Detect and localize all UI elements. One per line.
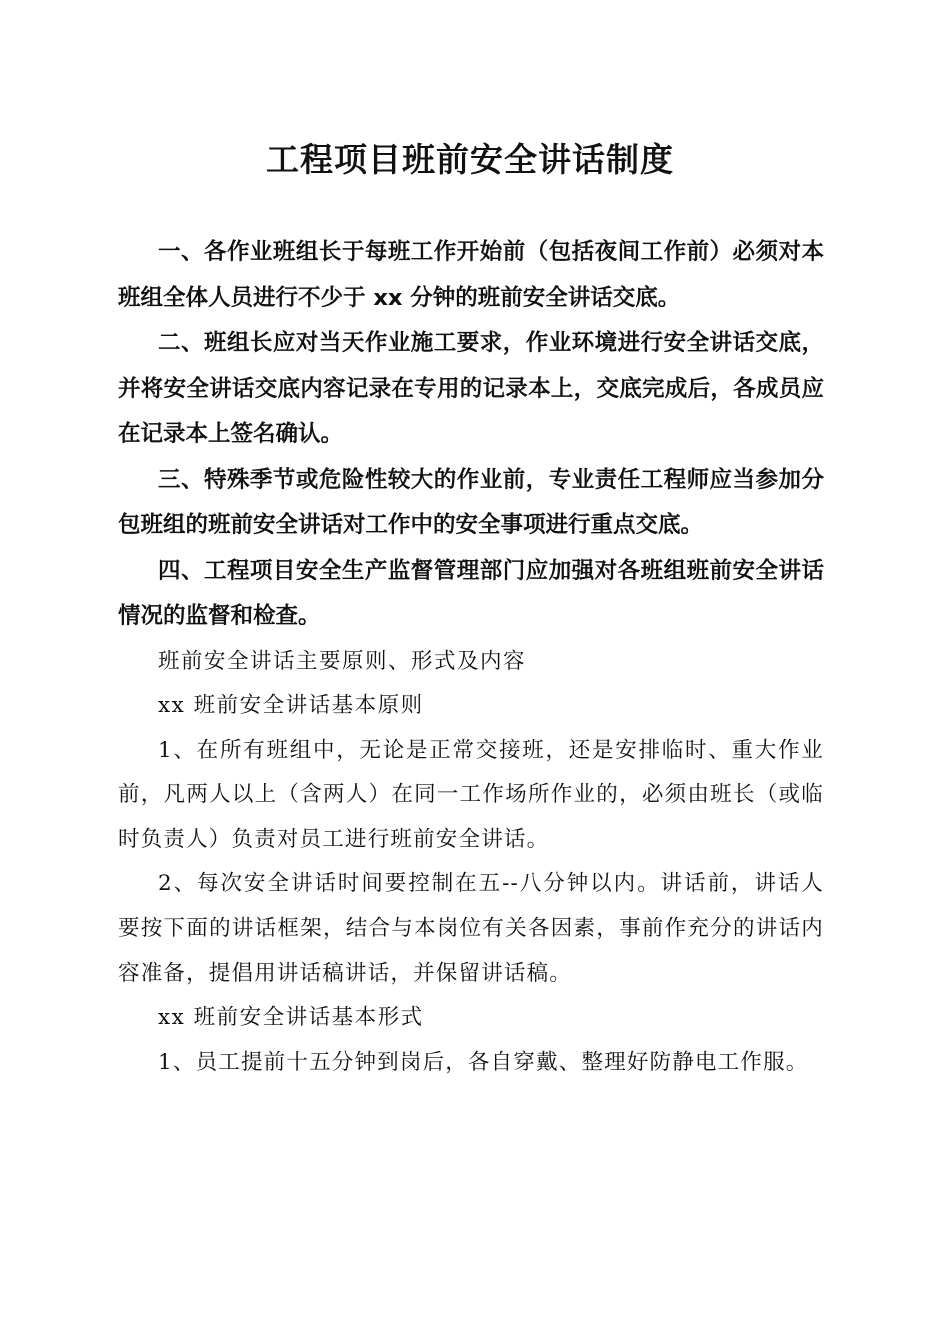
section-heading-basic-forms: xx 班前安全讲话基本形式 xyxy=(158,1005,424,1031)
paragraph-rule-3: 三、特殊季节或危险性较大的作业前，专业责任工程师应当参加分包班组的班前安全讲话对工作中的安全事项进行重点交底。 xyxy=(118,466,824,538)
paragraph-rule-2: 二、班组长应对当天作业施工要求，作业环境进行安全讲话交底，并将安全讲话交底内容记录在专用的记录本上，交底完成后，各成员应在记录本上签名确认。 xyxy=(118,330,824,447)
paragraph-form-1: 1、员工提前十五分钟到岗后，各自穿戴、整理好防静电工作服。 xyxy=(158,1049,809,1075)
paragraph-principle-2: 2、每次安全讲话时间要控制在五--八分钟以内。讲话前，讲话人要按下面的讲话框架，结合与本岗位有关各因素，事前作充分的讲话内容准备，提倡用讲话稿讲话，并保留讲话稿。 xyxy=(118,871,824,986)
document-body xyxy=(118,230,824,1085)
paragraph-rule-4: 四、工程项目安全生产监督管理部门应加强对各班组班前安全讲话情况的监督和检查。 xyxy=(118,557,824,629)
paragraph-rule-1: 一、各作业班组长于每班工作开始前（包括夜间工作前）必须对本班组全体人员进行不少于 xx 分钟的班前安全讲话交底。 xyxy=(118,239,824,311)
section-heading-principles-forms-content: 班前安全讲话主要原则、形式及内容 xyxy=(158,648,527,674)
paragraph-principle-1: 1、在所有班组中，无论是正常交接班，还是安排临时、重大作业前，凡两人以上（含两人）在同一工作场所作业的，必须由班长（或临时负责人）负责对员工进行班前安全讲话。 xyxy=(118,737,824,852)
document-title: 工程项目班前安全讲话制度 xyxy=(266,140,674,179)
section-heading-basic-principles: xx 班前安全讲话基本原则 xyxy=(158,693,424,719)
